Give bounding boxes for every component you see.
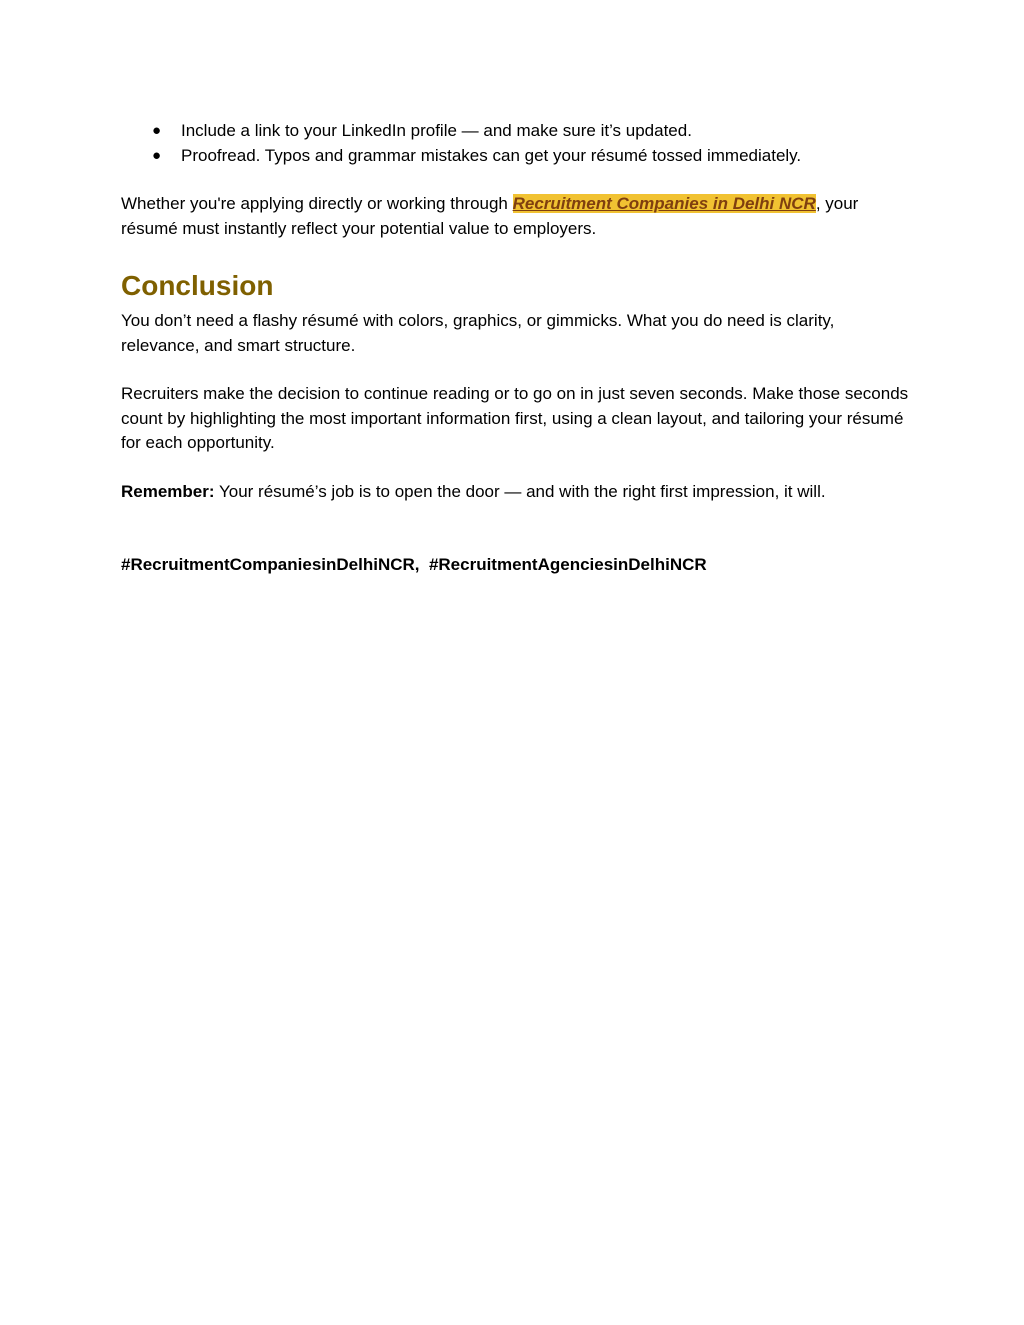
list-item-text: Include a link to your LinkedIn profile — and make sure it’s updated.: [181, 121, 692, 140]
tips-list: [121, 119, 911, 168]
remember-label: Remember:: [121, 481, 215, 501]
hashtags-line: #RecruitmentCompaniesinDelhiNCR, #RecruitmentAgenciesinDelhiNCR: [121, 555, 707, 574]
conclusion-paragraph-2: Recruiters make the decision to continue reading or to go on in just seven seconds. Make those seconds count by highlighting the most important information first, using a clean layout, and tailoring your résumé for each opportunity.: [121, 384, 909, 452]
list-item: [121, 119, 911, 144]
list-item: [121, 144, 911, 169]
remember-text: Your résumé’s job is to open the door — and with the right first impression, it will.: [214, 481, 826, 501]
conclusion-heading: Conclusion: [121, 270, 274, 301]
document-page: [121, 119, 911, 578]
intro-text-after: , your résumé must instantly reflect your potential value to employers.: [121, 194, 859, 238]
conclusion-paragraph-1: You don’t need a flashy résumé with colors, graphics, or gimmicks. What you do need is clarity, relevance, and smart structure.: [121, 311, 835, 355]
bullet-icon: ●: [152, 146, 162, 164]
recruitment-companies-link[interactable]: Recruitment Companies in Delhi NCR: [512, 194, 816, 213]
bullet-icon: ●: [152, 122, 162, 139]
list-item-text: Proofread. Typos and grammar mistakes can get your résumé tossed immediately.: [181, 145, 802, 165]
remember-paragraph: [121, 480, 911, 505]
intro-text-before: Whether you're applying directly or working through: [121, 194, 513, 213]
intro-paragraph: [121, 192, 911, 241]
